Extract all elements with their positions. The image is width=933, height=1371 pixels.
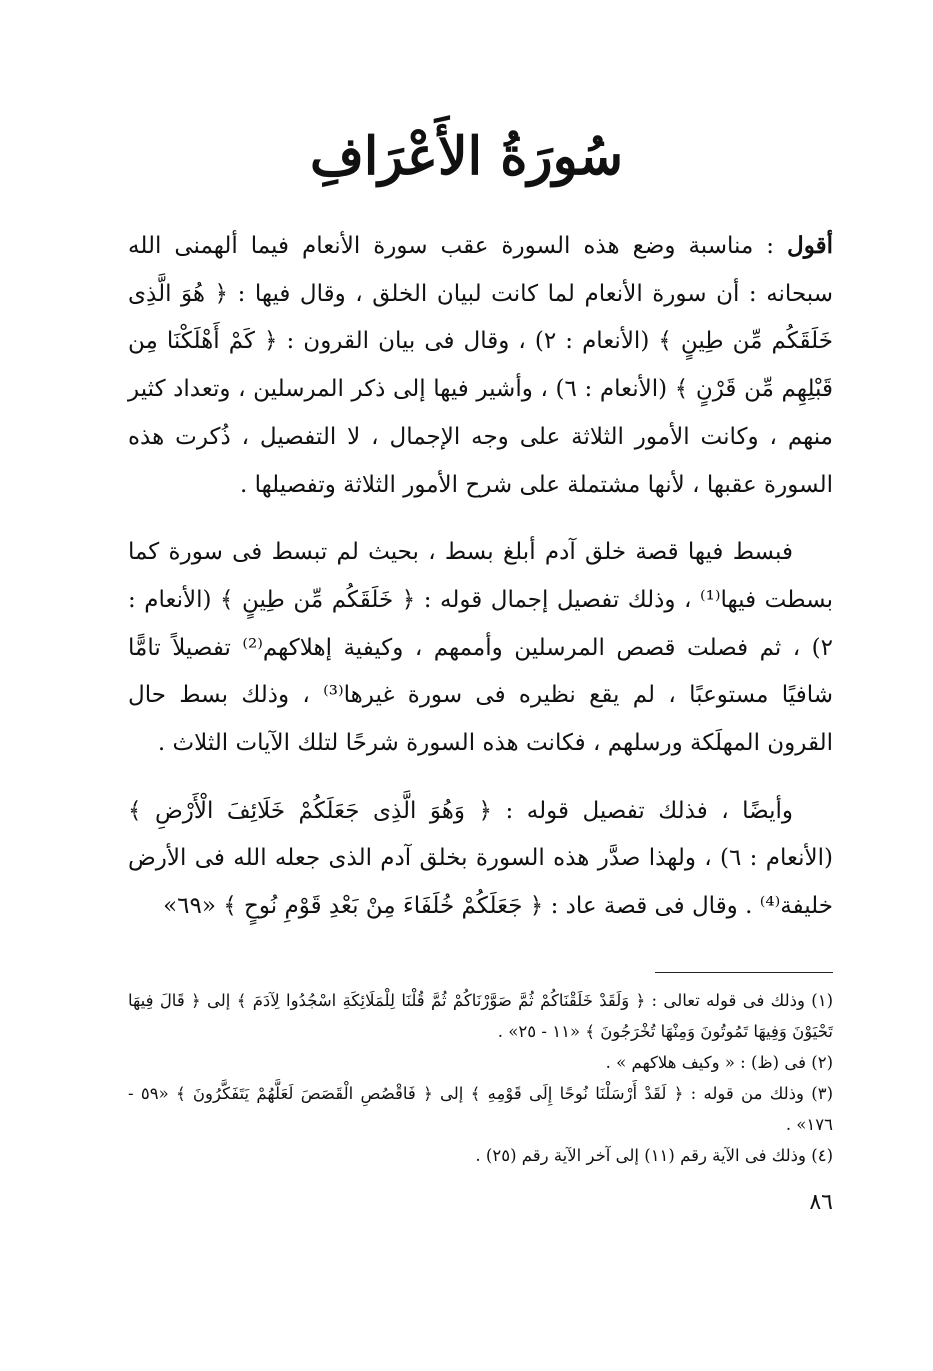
footnotes bbox=[128, 985, 833, 1171]
footnote-2: (٢) فى (ظ) : « وكيف هلاكهم » . bbox=[605, 1053, 833, 1072]
footnote-1: (١) وذلك فى قوله تعالى : ﴿ وَلَقَدْ خَلَقْنَاكُمْ ثُمَّ صَوَّرْنَاكُمْ ثُمَّ قُلْنَا لِلْمَلَائِكَةِ اسْجُدُوا لِآدَمَ ﴾ إلى ﴿ قَالَ فِيهَا تَحْيَوْنَ وَفِيهَا تَمُوتُونَ وَمِنْهَا تُخْرَجُونَ ﴾ «١١ - ٢٥» . bbox=[128, 991, 833, 1041]
page-number: ٨٦ bbox=[809, 1190, 833, 1215]
paragraph-1-text: : مناسبة وضع هذه السورة عقب سورة الأنعام فيما ألهمنى الله سبحانه : أن سورة الأنعام لما كانت لبيان الخلق ، وقال فيها : ﴿ هُوَ الَّذِى خَلَقَكُم مِّن طِينٍ ﴾ (الأنعام : ٢) ، وقال فى بيان القرون : ﴿ كَمْ أَهْلَكْنَا مِن قَبْلِهِم مِّن قَرْنٍ ﴾ (الأنعام : ٦) ، وأشير فيها إلى ذكر المرسلين ، وتعداد كثير منهم ، وكانت الأمور الثلاثة على وجه الإجمال ، لا التفصيل ، ذُكرت هذه السورة عقبها ، لأنها مشتملة على شرح الأمور الثلاثة وتفصيلها . bbox=[128, 233, 833, 498]
surah-title: سُورَةُ الأَعْرَافِ bbox=[309, 126, 624, 187]
paragraph-3: وأيضًا ، فذلك تفصيل قوله : ﴿ وَهُوَ الَّذِى جَعَلَكُمْ خَلَائِفَ الْأَرْضِ ﴾ (الأنعام : ٦) ، ولهذا صدَّر هذه السورة بخلق آدم الذى جعله الله فى الأرض خليفة⁽⁴⁾ . وقال فى قصة عاد : ﴿ جَعَلَكُمْ خُلَفَاءَ مِنْ بَعْدِ قَوْمِ نُوحٍ ﴾ «٦٩» bbox=[128, 797, 833, 920]
footnote-3: (٣) وذلك من قوله : ﴿ لَقَدْ أَرْسَلْنَا نُوحًا إِلَى قَوْمِهِ ﴾ إلى ﴿ فَاقْصُصِ الْقَصَصَ لَعَلَّهُمْ يَتَفَكَّرُونَ ﴾ «٥٩ - ١٧٦» . bbox=[128, 1084, 833, 1134]
footnote-divider bbox=[655, 972, 833, 973]
footnote-4: (٤) وذلك فى الآية رقم (١١) إلى آخر الآية رقم (٢٥) . bbox=[475, 1146, 833, 1165]
paragraph-lead-word: أقول bbox=[787, 232, 833, 259]
paragraph-2: فبسط فيها قصة خلق آدم أبلغ بسط ، بحيث لم تبسط فى سورة كما بسطت فيها⁽¹⁾ ، وذلك تفصيل إجمال قوله : ﴿ خَلَقَكُم مِّن طِينٍ ﴾ (الأنعام : ٢) ، ثم فصلت قصص المرسلين وأممهم ، وكيفية إهلاكهم⁽²⁾ تفصيلاً تامًّا شافيًا مستوعبًا ، لم يقع نظيره فى سورة غيرها⁽³⁾ ، وذلك بسط حال القرون المهلَكة ورسلهم ، فكانت هذه السورة شرحًا لتلك الآيات الثلاث . bbox=[128, 539, 834, 757]
paragraph-1 bbox=[128, 222, 833, 509]
main-text bbox=[128, 222, 833, 951]
